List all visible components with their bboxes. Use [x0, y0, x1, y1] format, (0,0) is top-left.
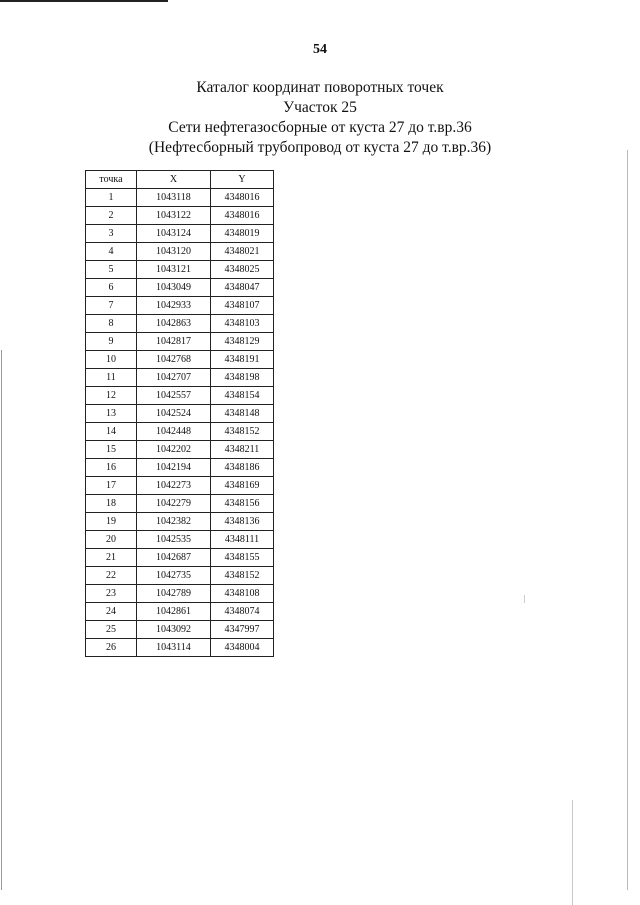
cell-x: 1042557	[137, 387, 211, 405]
table-row	[86, 315, 274, 333]
cell-point: 11	[86, 369, 137, 387]
cell-point: 18	[86, 495, 137, 513]
cell-x: 1042687	[137, 549, 211, 567]
cell-x: 1042768	[137, 351, 211, 369]
cell-x: 1042202	[137, 441, 211, 459]
cell-y: 4348108	[211, 585, 274, 603]
cell-x: 1043114	[137, 639, 211, 657]
cell-point: 7	[86, 297, 137, 315]
cell-y: 4347997	[211, 621, 274, 639]
cell-y: 4348152	[211, 567, 274, 585]
cell-x: 1043092	[137, 621, 211, 639]
cell-y: 4348021	[211, 243, 274, 261]
cell-x: 1042933	[137, 297, 211, 315]
table-row	[86, 351, 274, 369]
page-number: 54	[313, 42, 327, 57]
table-row	[86, 603, 274, 621]
table-row	[86, 207, 274, 225]
table-row	[86, 387, 274, 405]
cell-y: 4348107	[211, 297, 274, 315]
cell-x: 1042279	[137, 495, 211, 513]
cell-y: 4348191	[211, 351, 274, 369]
title-line-1: Каталог координат поворотных точек	[196, 79, 444, 96]
table-row	[86, 513, 274, 531]
cell-point: 14	[86, 423, 137, 441]
cell-x: 1042863	[137, 315, 211, 333]
table-row	[86, 333, 274, 351]
title-line-2: Участок 25	[283, 99, 357, 116]
cell-x: 1042194	[137, 459, 211, 477]
cell-point: 17	[86, 477, 137, 495]
cell-x: 1042535	[137, 531, 211, 549]
cell-y: 4348074	[211, 603, 274, 621]
table-row	[86, 405, 274, 423]
title-line-3: Сети нефтегазосборные от куста 27 до т.вр.36	[168, 119, 472, 136]
scan-edge-right	[627, 150, 628, 890]
table-row	[86, 297, 274, 315]
cell-x: 1042707	[137, 369, 211, 387]
cell-y: 4348019	[211, 225, 274, 243]
cell-point: 22	[86, 567, 137, 585]
cell-y: 4348111	[211, 531, 274, 549]
title-line-4: (Нефтесборный трубопровод от куста 27 до т.вр.36)	[148, 139, 492, 156]
scan-edge-right-lower	[572, 800, 573, 905]
cell-point: 13	[86, 405, 137, 423]
cell-point: 24	[86, 603, 137, 621]
cell-y: 4348148	[211, 405, 274, 423]
cell-y: 4348211	[211, 441, 274, 459]
cell-y: 4348136	[211, 513, 274, 531]
table-row	[86, 477, 274, 495]
cell-y: 4348016	[211, 189, 274, 207]
cell-point: 10	[86, 351, 137, 369]
cell-y: 4348155	[211, 549, 274, 567]
table-row	[86, 495, 274, 513]
table-row	[86, 243, 274, 261]
cell-point: 4	[86, 243, 137, 261]
cell-point: 1	[86, 189, 137, 207]
cell-y: 4348156	[211, 495, 274, 513]
catalog-title	[0, 78, 640, 158]
cell-point: 20	[86, 531, 137, 549]
cell-y: 4348186	[211, 459, 274, 477]
cell-point: 19	[86, 513, 137, 531]
table-row	[86, 369, 274, 387]
cell-x: 1042448	[137, 423, 211, 441]
cell-point: 16	[86, 459, 137, 477]
table-row	[86, 423, 274, 441]
header-y: Y	[211, 171, 274, 189]
cell-x: 1043118	[137, 189, 211, 207]
table-row	[86, 225, 274, 243]
cell-x: 1043121	[137, 261, 211, 279]
table-row	[86, 261, 274, 279]
cell-point: 9	[86, 333, 137, 351]
cell-x: 1042789	[137, 585, 211, 603]
cell-x: 1043124	[137, 225, 211, 243]
cell-point: 25	[86, 621, 137, 639]
cell-x: 1042382	[137, 513, 211, 531]
cell-y: 4348152	[211, 423, 274, 441]
header-x: X	[137, 171, 211, 189]
coordinates-table	[85, 170, 274, 657]
cell-y: 4348169	[211, 477, 274, 495]
cell-y: 4348154	[211, 387, 274, 405]
cell-point: 5	[86, 261, 137, 279]
cell-y: 4348047	[211, 279, 274, 297]
cell-y: 4348129	[211, 333, 274, 351]
cell-point: 6	[86, 279, 137, 297]
table-row	[86, 639, 274, 657]
table-header-row	[86, 171, 274, 189]
cell-point: 15	[86, 441, 137, 459]
header-point: точка	[86, 171, 137, 189]
cell-point: 21	[86, 549, 137, 567]
cell-x: 1043120	[137, 243, 211, 261]
cell-y: 4348004	[211, 639, 274, 657]
table-row	[86, 459, 274, 477]
cell-x: 1043122	[137, 207, 211, 225]
cell-y: 4348198	[211, 369, 274, 387]
cell-y: 4348103	[211, 315, 274, 333]
scan-edge-top	[0, 0, 168, 2]
cell-point: 3	[86, 225, 137, 243]
table-row	[86, 531, 274, 549]
cell-x: 1042735	[137, 567, 211, 585]
table-row	[86, 621, 274, 639]
cell-point: 23	[86, 585, 137, 603]
cell-point: 2	[86, 207, 137, 225]
cell-x: 1042524	[137, 405, 211, 423]
cell-point: 8	[86, 315, 137, 333]
scan-edge-left	[1, 350, 2, 890]
cell-x: 1042861	[137, 603, 211, 621]
scan-speck	[524, 595, 525, 603]
table-row	[86, 441, 274, 459]
cell-y: 4348025	[211, 261, 274, 279]
table-row	[86, 567, 274, 585]
cell-point: 26	[86, 639, 137, 657]
table-row	[86, 585, 274, 603]
cell-x: 1042817	[137, 333, 211, 351]
table-row	[86, 549, 274, 567]
table-row	[86, 279, 274, 297]
table-row	[86, 189, 274, 207]
cell-x: 1042273	[137, 477, 211, 495]
cell-point: 12	[86, 387, 137, 405]
table-body	[86, 189, 274, 657]
cell-y: 4348016	[211, 207, 274, 225]
cell-x: 1043049	[137, 279, 211, 297]
